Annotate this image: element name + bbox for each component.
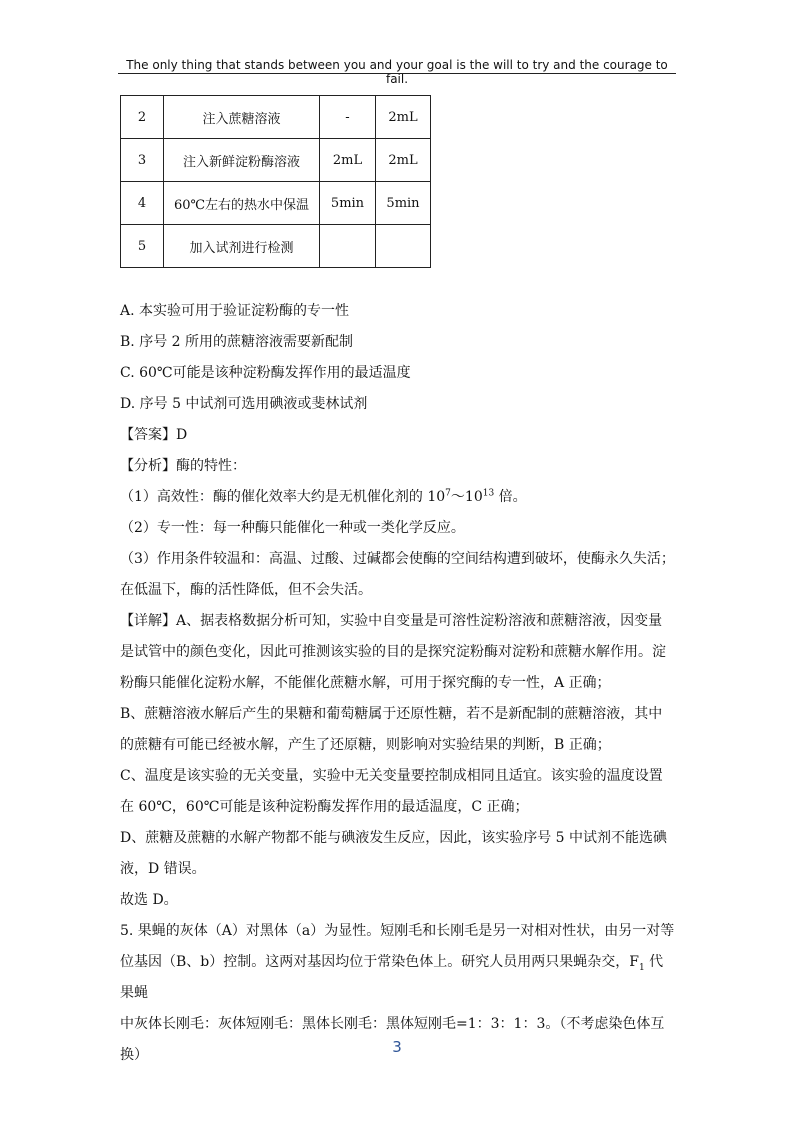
option-d: D. 序号 5 中试剂可选用碘液或斐林试剂 xyxy=(120,396,368,412)
analysis-item-2: （2）专一性：每一种酶只能催化一种或一类化学反应。 xyxy=(120,520,465,536)
header-divider xyxy=(118,73,676,74)
question-5-line1: 5. 果蝇的灰体（A）对黑体（a）为显性。短刚毛和长刚毛是另一对相对性状，由另一对等 xyxy=(120,923,675,939)
option-c: C. 60℃可能是该种淀粉酶发挥作用的最适温度 xyxy=(120,365,411,381)
detail-a-line: 是试管中的颜色变化，因此可推测该实验的目的是探究淀粉酶对淀粉和蔗糖水解作用。淀 xyxy=(120,644,666,660)
answer-line: 【答案】D xyxy=(120,427,188,443)
option-b: B. 序号 2 所用的蔗糖溶液需要新配制 xyxy=(120,334,353,350)
table-cell xyxy=(320,225,376,268)
option-a: A. 本实验可用于验证淀粉酶的专一性 xyxy=(120,303,350,319)
table-cell: 5min xyxy=(376,182,431,225)
analysis-item-3-line1: （3）作用条件较温和：高温、过酸、过碱都会使酶的空间结构遭到破坏，使酶永久失活； xyxy=(120,551,675,567)
detail-c-line: C、温度是该实验的无关变量，实验中无关变量要控制成相同且适宜。该实验的温度设置 xyxy=(120,768,663,784)
analysis-title: 【分析】酶的特性： xyxy=(120,458,246,474)
table-cell xyxy=(376,225,431,268)
question-5-line2: 位基因（B、b）控制。这两对基因均位于常染色体上。研究人员用两只果蝇杂交，$F_1$ 代果蝇 xyxy=(120,954,664,1001)
table-cell: 2 xyxy=(121,96,164,139)
detail-c-line: 在 60℃，60℃可能是该种淀粉酶发挥作用的最适温度，C 正确； xyxy=(120,799,529,815)
conclusion: 故选 D。 xyxy=(120,892,178,908)
table-row xyxy=(121,225,431,268)
document-body xyxy=(120,296,676,1071)
table-row xyxy=(121,139,431,182)
table-cell: 2mL xyxy=(376,96,431,139)
table-cell: - xyxy=(320,96,376,139)
detail-a-line: 粉酶只能催化淀粉水解，不能催化蔗糖水解，可用于探究酶的专一性，A 正确； xyxy=(120,675,611,691)
table-row xyxy=(121,96,431,139)
table-cell: 60℃左右的热水中保温 xyxy=(164,182,320,225)
question-5-line3: 中灰体长刚毛：灰体短刚毛：黑体长刚毛：黑体短刚毛=1：3：1：3。（不考虑染色体互换） xyxy=(120,1016,665,1063)
experiment-table xyxy=(120,95,431,268)
table-cell: 4 xyxy=(121,182,164,225)
table-row xyxy=(121,182,431,225)
detail-b-line: 的蔗糖有可能已经被水解，产生了还原糖，则影响对实验结果的判断，B 正确； xyxy=(120,737,611,753)
analysis-item-3-line2: 在低温下，酶的活性降低，但不会失活。 xyxy=(120,582,372,598)
detail-a-line: 【详解】A、据表格数据分析可知，实验中自变量是可溶性淀粉溶液和蔗糖溶液，因变量 xyxy=(120,613,663,629)
table-cell: 注入蔗糖溶液 xyxy=(164,96,320,139)
table-cell: 注入新鲜淀粉酶溶液 xyxy=(164,139,320,182)
page-number: 3 xyxy=(392,1038,402,1056)
detail-b-line: B、蔗糖溶液水解后产生的果糖和葡萄糖属于还原性糖，若不是新配制的蔗糖溶液，其中 xyxy=(120,706,663,722)
table-cell: 2mL xyxy=(376,139,431,182)
table-cell: 5min xyxy=(320,182,376,225)
page-header-quote: The only thing that stands between you and your goal is the will to try and the courage to fail. xyxy=(126,58,668,86)
detail-d-line: D、蔗糖及蔗糖的水解产物都不能与碘液发生反应，因此，该实验序号 5 中试剂不能选碘 xyxy=(120,830,668,846)
analysis-item-1: （1）高效性：酶的催化效率大约是无机催化剂的 $10^7\sim 10^{13}$ 倍。 xyxy=(120,488,527,505)
table-cell: 3 xyxy=(121,139,164,182)
table-cell: 加入试剂进行检测 xyxy=(164,225,320,268)
table-cell: 5 xyxy=(121,225,164,268)
detail-d-line: 液，D 错误。 xyxy=(120,861,206,877)
table-cell: 2mL xyxy=(320,139,376,182)
